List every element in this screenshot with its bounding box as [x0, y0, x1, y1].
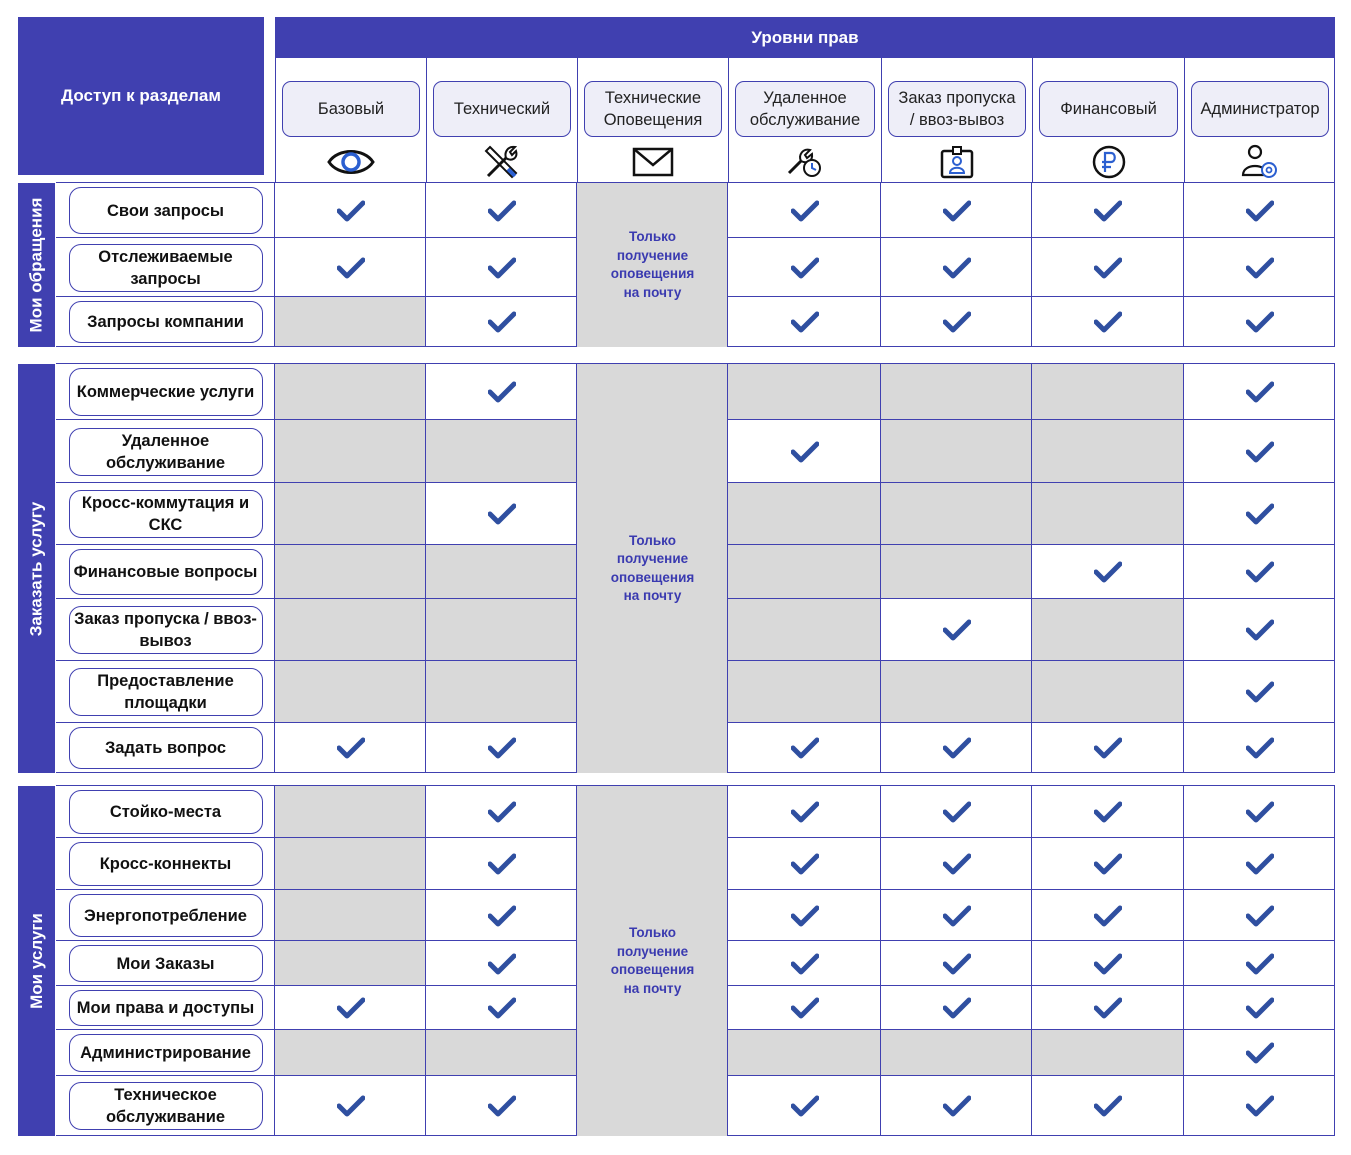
section-title-text: Мои обращения [26, 197, 46, 333]
permission-cell-granted [426, 364, 577, 420]
permission-cell-denied [275, 545, 426, 599]
permission-cell-granted [728, 183, 881, 238]
checkmark-icon [881, 297, 1032, 347]
permission-cell-granted [1184, 723, 1335, 773]
permission-cell-granted [881, 599, 1032, 661]
header-right-border [1334, 58, 1335, 183]
permission-cell-granted [426, 183, 577, 238]
row-label-cell [56, 1076, 275, 1136]
column-divider [1031, 183, 1032, 347]
permission-cell-granted [1184, 420, 1335, 483]
tools-icon [427, 144, 577, 180]
row-label-cell [56, 599, 275, 661]
permission-cell-granted [881, 238, 1032, 297]
checkmark-icon [426, 364, 577, 420]
level-label: Базовый [282, 81, 420, 137]
permission-cell-granted [728, 890, 881, 941]
checkmark-icon [728, 890, 881, 941]
access-section-label: Задать вопрос [69, 727, 263, 769]
permission-cell-denied [881, 661, 1032, 723]
row-label-cell [56, 986, 275, 1030]
access-section-label: Техническое обслуживание [69, 1082, 263, 1130]
permission-cell-granted [881, 786, 1032, 838]
checkmark-icon [881, 941, 1032, 986]
checkmark-icon [275, 723, 426, 773]
checkmark-icon [1032, 723, 1184, 773]
notifications-only-note: Только получение оповещения на почту [610, 229, 695, 300]
checkmark-icon [426, 238, 577, 297]
permission-cell-denied [426, 1030, 577, 1076]
checkmark-icon [1184, 420, 1335, 483]
checkmark-icon [728, 297, 881, 347]
checkmark-icon [426, 297, 577, 347]
checkmark-icon [881, 786, 1032, 838]
access-section-label: Администрирование [69, 1034, 263, 1072]
level-header-6 [1032, 58, 1184, 183]
permission-cell-denied [881, 364, 1032, 420]
permission-cell-denied [728, 545, 881, 599]
row-label-cell [56, 723, 275, 773]
checkmark-icon [1184, 183, 1335, 238]
permission-cell-denied [275, 420, 426, 483]
permission-cell-granted [728, 723, 881, 773]
permission-cell-granted [426, 297, 577, 347]
checkmark-icon [1184, 986, 1335, 1030]
access-section-label: Стойко-места [69, 790, 263, 834]
permission-cell-granted [426, 1076, 577, 1136]
level-header-5 [881, 58, 1032, 183]
permission-cell-denied [275, 599, 426, 661]
row-label-cell [56, 890, 275, 941]
permission-cell-granted [1032, 297, 1184, 347]
section-title-text: Заказать услугу [26, 501, 46, 636]
access-section-label: Коммерческие услуги [69, 368, 263, 416]
checkmark-icon [1032, 238, 1184, 297]
column-divider [880, 183, 881, 347]
permission-cell-granted [1184, 297, 1335, 347]
permission-cell-granted [728, 238, 881, 297]
checkmark-icon [426, 986, 577, 1030]
permission-cell-granted [728, 297, 881, 347]
permission-cell-granted [881, 838, 1032, 890]
level-label: Финансовый [1039, 81, 1178, 137]
permission-cell-granted [1184, 1030, 1335, 1076]
checkmark-icon [1184, 297, 1335, 347]
badge-icon [882, 144, 1032, 180]
level-label: Технический [433, 81, 571, 137]
permission-cell-granted [426, 986, 577, 1030]
permission-cell-granted [728, 986, 881, 1030]
permission-cell-denied [426, 420, 577, 483]
checkmark-icon [728, 986, 881, 1030]
section-title-2 [18, 364, 55, 773]
checkmark-icon [728, 183, 881, 238]
permission-cell-granted [728, 420, 881, 483]
permission-cell-granted [275, 238, 426, 297]
column-divider [576, 786, 577, 1136]
permission-cell-granted [1184, 483, 1335, 545]
checkmark-icon [275, 183, 426, 238]
notifications-only-note: Только получение оповещения на почту [610, 532, 695, 603]
permission-cell-granted [1184, 986, 1335, 1030]
permission-cell-granted [1184, 890, 1335, 941]
column-divider [1031, 364, 1032, 773]
checkmark-icon [728, 238, 881, 297]
permission-cell-denied [426, 661, 577, 723]
permission-cell-denied [728, 599, 881, 661]
checkmark-icon [426, 786, 577, 838]
permission-cell-granted [426, 786, 577, 838]
permission-cell-denied [881, 545, 1032, 599]
column-divider [727, 183, 728, 347]
checkmark-icon [1032, 297, 1184, 347]
checkmark-icon [728, 838, 881, 890]
column-divider [1334, 786, 1335, 1136]
permission-cell-granted [1032, 890, 1184, 941]
permission-cell-granted [1184, 599, 1335, 661]
permission-cell-granted [1184, 941, 1335, 986]
permission-cell-denied [1032, 364, 1184, 420]
permission-cell-granted [1032, 786, 1184, 838]
row-label-cell [56, 238, 275, 297]
column-divider [1334, 364, 1335, 773]
permission-levels-header [275, 17, 1335, 58]
access-section-label: Кросс-коммутация и СКС [69, 490, 263, 538]
column-divider [274, 183, 275, 347]
checkmark-icon [1032, 183, 1184, 238]
column-divider [274, 364, 275, 773]
permission-cell-granted [881, 890, 1032, 941]
checkmark-icon [881, 1076, 1032, 1136]
column-divider [727, 364, 728, 773]
checkmark-icon [1184, 1030, 1335, 1076]
access-section-label: Энергопотребление [69, 894, 263, 937]
checkmark-icon [1032, 986, 1184, 1030]
checkmark-icon [1032, 838, 1184, 890]
section-title-1 [18, 183, 55, 347]
permission-cell-denied [728, 483, 881, 545]
permission-cell-granted [1184, 786, 1335, 838]
permission-cell-granted [1184, 1076, 1335, 1136]
row-label-cell [56, 364, 275, 420]
permission-cell-granted [275, 183, 426, 238]
permission-cell-denied [275, 941, 426, 986]
checkmark-icon [426, 183, 577, 238]
permission-cell-denied [426, 599, 577, 661]
access-section-label: Отслеживаемые запросы [69, 244, 263, 292]
permission-cell-granted [1184, 838, 1335, 890]
permission-cell-denied [728, 661, 881, 723]
checkmark-icon [1184, 838, 1335, 890]
checkmark-icon [426, 890, 577, 941]
level-header-2 [426, 58, 577, 183]
checkmark-icon [881, 183, 1032, 238]
checkmark-icon [426, 838, 577, 890]
level-label: Технические Оповещения [584, 81, 722, 137]
checkmark-icon [1184, 599, 1335, 661]
column-divider [425, 786, 426, 1136]
access-section-label: Заказ пропуска / ввоз-вывоз [69, 606, 263, 654]
permission-cell-granted [275, 1076, 426, 1136]
checkmark-icon [1032, 1076, 1184, 1136]
checkmark-icon [1032, 941, 1184, 986]
access-sections-title: Доступ к разделам [61, 86, 221, 105]
notifications-column-cell [577, 183, 728, 347]
permission-cell-denied [728, 1030, 881, 1076]
level-header-1 [275, 58, 426, 183]
eye-icon [276, 144, 426, 180]
permission-cell-denied [275, 890, 426, 941]
permission-cell-granted [1184, 183, 1335, 238]
level-header-3 [577, 58, 728, 183]
access-section-label: Свои запросы [69, 187, 263, 234]
checkmark-icon [1184, 723, 1335, 773]
column-divider [880, 364, 881, 773]
checkmark-icon [1184, 545, 1335, 599]
checkmark-icon [728, 1076, 881, 1136]
checkmark-icon [426, 483, 577, 545]
permission-cell-granted [426, 483, 577, 545]
checkmark-icon [1184, 1076, 1335, 1136]
access-section-label: Запросы компании [69, 301, 263, 343]
permission-cell-denied [275, 1030, 426, 1076]
checkmark-icon [1184, 364, 1335, 420]
permission-cell-denied [1032, 1030, 1184, 1076]
user-gear-icon [1185, 144, 1335, 180]
row-label-cell [56, 786, 275, 838]
permission-cell-granted [1032, 183, 1184, 238]
checkmark-icon [275, 238, 426, 297]
permission-cell-granted [881, 986, 1032, 1030]
checkmark-icon [1032, 890, 1184, 941]
ruble-icon [1033, 144, 1184, 180]
access-sections-header [18, 17, 264, 175]
permission-cell-granted [1184, 238, 1335, 297]
checkmark-icon [881, 599, 1032, 661]
column-divider [425, 183, 426, 347]
notifications-column-cell [577, 364, 728, 773]
permission-cell-granted [728, 838, 881, 890]
permission-cell-granted [881, 297, 1032, 347]
checkmark-icon [275, 986, 426, 1030]
permission-cell-denied [275, 786, 426, 838]
checkmark-icon [881, 986, 1032, 1030]
checkmark-icon [1184, 786, 1335, 838]
checkmark-icon [426, 723, 577, 773]
column-divider [1334, 183, 1335, 347]
row-label-cell [56, 297, 275, 347]
permission-cell-denied [1032, 661, 1184, 723]
row-label-cell [56, 420, 275, 483]
row-label-cell [56, 838, 275, 890]
access-section-label: Мои права и доступы [69, 990, 263, 1026]
permission-cell-denied [1032, 483, 1184, 545]
permission-cell-denied [275, 297, 426, 347]
permission-cell-granted [1032, 986, 1184, 1030]
row-label-cell [56, 941, 275, 986]
level-label: Заказ пропуска / ввоз-вывоз [888, 81, 1026, 137]
row-label-cell [56, 661, 275, 723]
permission-cell-denied [275, 483, 426, 545]
checkmark-icon [881, 238, 1032, 297]
wrench-clock-icon [729, 144, 881, 180]
column-divider [727, 786, 728, 1136]
notifications-only-note: Только получение оповещения на почту [610, 925, 695, 996]
permission-cell-granted [1032, 238, 1184, 297]
column-divider [1183, 183, 1184, 347]
permission-cell-granted [1032, 545, 1184, 599]
permission-cell-granted [881, 941, 1032, 986]
permission-cell-granted [881, 183, 1032, 238]
permission-cell-granted [1032, 1076, 1184, 1136]
checkmark-icon [426, 941, 577, 986]
access-section-label: Мои Заказы [69, 945, 263, 982]
permission-cell-granted [275, 986, 426, 1030]
permission-cell-granted [426, 941, 577, 986]
checkmark-icon [881, 838, 1032, 890]
permission-cell-granted [426, 723, 577, 773]
checkmark-icon [1184, 890, 1335, 941]
checkmark-icon [881, 890, 1032, 941]
level-label: Администратор [1191, 81, 1329, 137]
column-divider [1183, 364, 1184, 773]
level-header-7 [1184, 58, 1335, 183]
checkmark-icon [728, 723, 881, 773]
checkmark-icon [1032, 786, 1184, 838]
permission-cell-denied [881, 483, 1032, 545]
permission-cell-granted [426, 238, 577, 297]
permission-cell-denied [426, 545, 577, 599]
section-title-text: Мои услуги [26, 913, 46, 1009]
permission-cell-granted [426, 838, 577, 890]
checkmark-icon [1184, 941, 1335, 986]
checkmark-icon [881, 723, 1032, 773]
permission-cell-denied [881, 420, 1032, 483]
permission-cell-granted [1032, 941, 1184, 986]
notifications-column-cell [577, 786, 728, 1136]
permission-cell-denied [1032, 420, 1184, 483]
permission-cell-granted [1184, 364, 1335, 420]
checkmark-icon [728, 786, 881, 838]
row-label-cell [56, 1030, 275, 1076]
permission-cell-granted [728, 786, 881, 838]
permission-levels-title: Уровни прав [751, 27, 859, 47]
row-label-cell [56, 545, 275, 599]
permission-cell-granted [1032, 838, 1184, 890]
permission-cell-granted [881, 723, 1032, 773]
column-divider [576, 364, 577, 773]
access-section-label: Удаленное обслуживание [69, 428, 263, 476]
checkmark-icon [1184, 238, 1335, 297]
checkmark-icon [1032, 545, 1184, 599]
permission-cell-granted [1184, 661, 1335, 723]
checkmark-icon [275, 1076, 426, 1136]
column-divider [1183, 786, 1184, 1136]
column-divider [274, 786, 275, 1136]
checkmark-icon [1184, 483, 1335, 545]
permission-cell-granted [275, 723, 426, 773]
permission-cell-denied [728, 364, 881, 420]
access-section-label: Предоставление площадки [69, 668, 263, 716]
permission-cell-denied [881, 1030, 1032, 1076]
permission-cell-granted [1032, 723, 1184, 773]
envelope-icon [578, 144, 728, 180]
permission-cell-granted [881, 1076, 1032, 1136]
row-label-cell [56, 483, 275, 545]
column-divider [576, 183, 577, 347]
permission-cell-granted [426, 890, 577, 941]
permission-cell-denied [275, 364, 426, 420]
permission-cell-granted [728, 941, 881, 986]
column-divider [880, 786, 881, 1136]
column-divider [1031, 786, 1032, 1136]
section-title-3 [18, 786, 55, 1136]
permission-cell-granted [728, 1076, 881, 1136]
checkmark-icon [426, 1076, 577, 1136]
level-header-4 [728, 58, 881, 183]
permission-cell-denied [275, 661, 426, 723]
column-divider [425, 364, 426, 773]
checkmark-icon [728, 941, 881, 986]
level-label: Удаленное обслуживание [735, 81, 875, 137]
permission-cell-denied [1032, 599, 1184, 661]
permission-cell-granted [1184, 545, 1335, 599]
row-label-cell [56, 183, 275, 238]
access-section-label: Кросс-коннекты [69, 842, 263, 886]
permission-cell-denied [275, 838, 426, 890]
access-section-label: Финансовые вопросы [69, 549, 263, 595]
checkmark-icon [728, 420, 881, 483]
checkmark-icon [1184, 661, 1335, 723]
